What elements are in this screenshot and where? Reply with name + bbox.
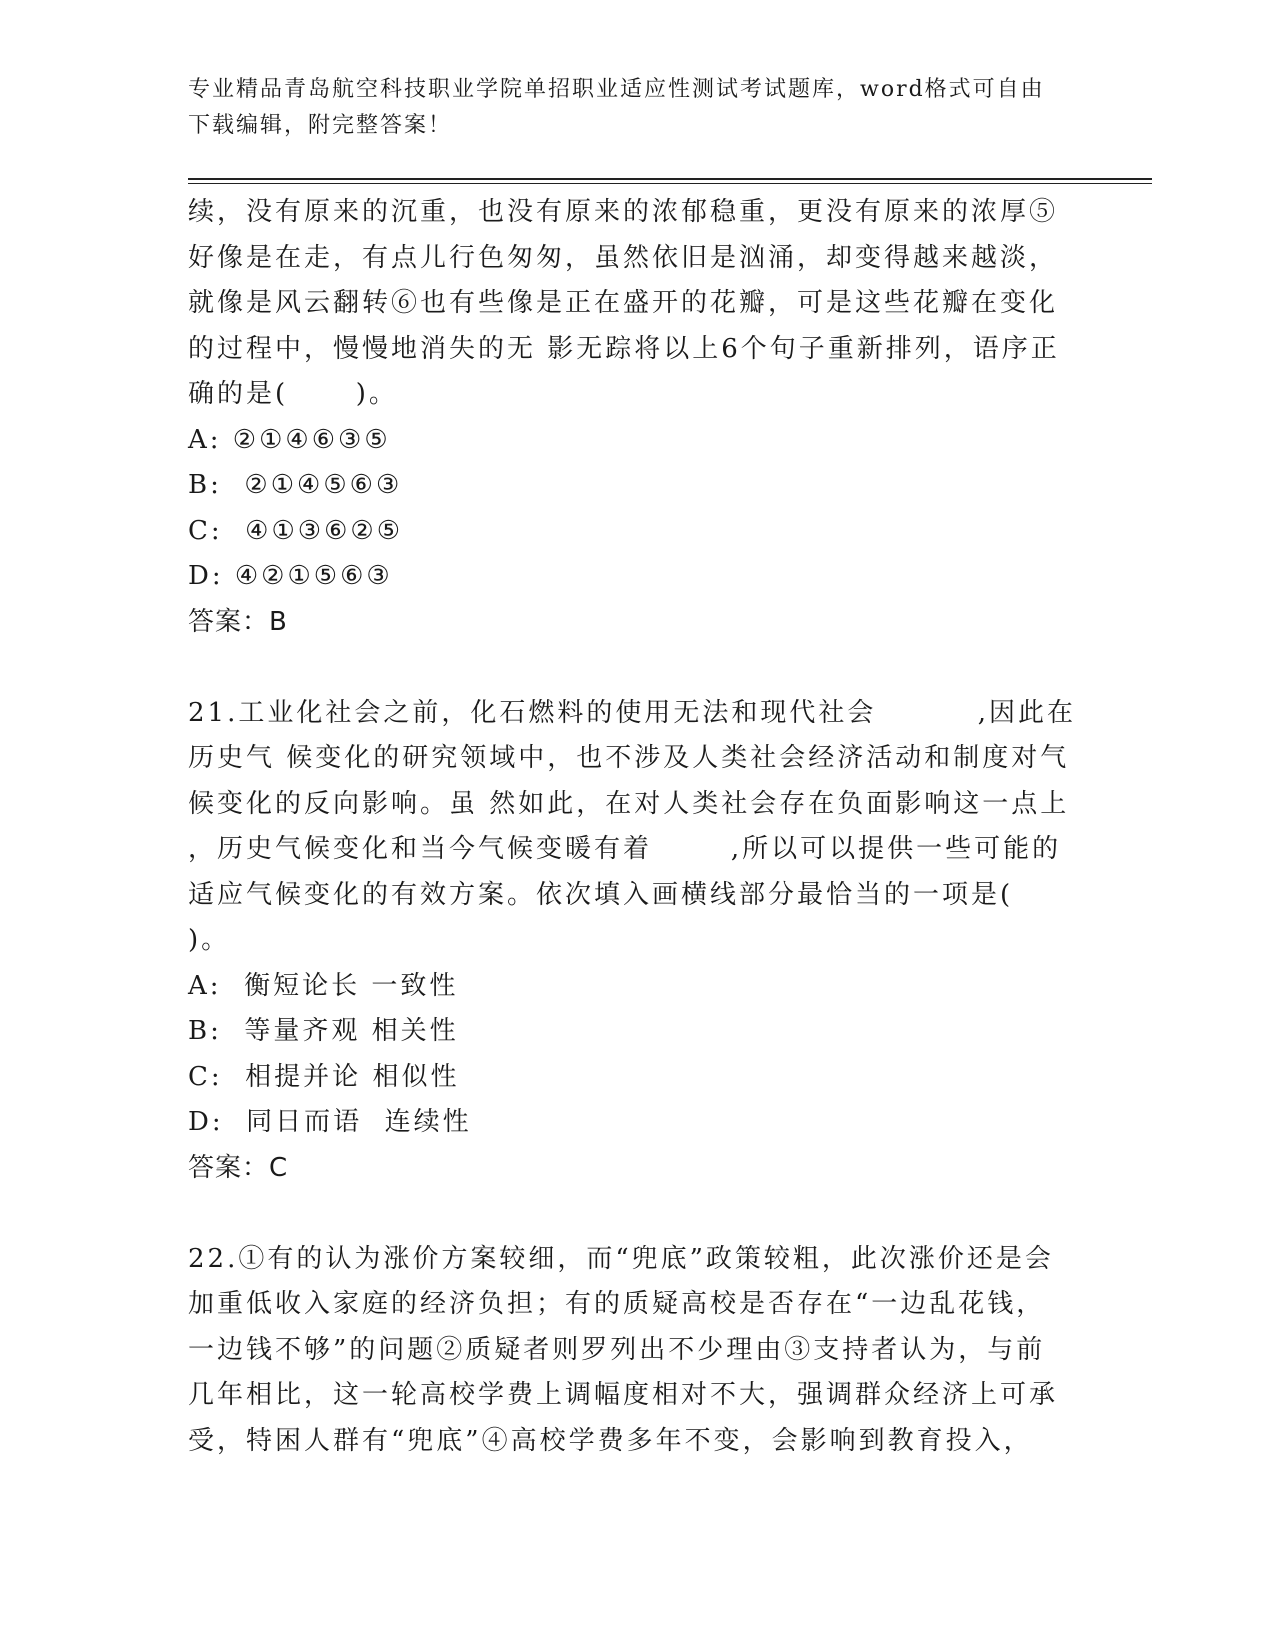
- option-c: C: ④①③⑥②⑤: [188, 515, 404, 546]
- option-b: B: 等量齐观 相关性: [188, 1016, 459, 1046]
- question-21: [188, 691, 1088, 1192]
- question-text-line: 历史气 候变化的研究领域中，也不涉及人类社会经济活动和制度对气: [188, 743, 1070, 773]
- header-line-2: 下载编辑，附完整答案！: [188, 113, 453, 138]
- question-text-line: 就像是风云翻转⑥也有些像是正在盛开的花瓣，可是这些花瓣在变化: [188, 288, 1059, 318]
- question-text-line: ，历史气候变化和当今气候变暖有着 ,所以可以提供一些可能的: [188, 834, 1062, 864]
- option-a: A: ②①④⑥③⑤: [188, 424, 391, 455]
- question-22: [188, 1237, 1088, 1465]
- header-rule-thin: [188, 183, 1152, 184]
- document-body: [188, 190, 1088, 1464]
- question-text-line: 确的是( )。: [188, 379, 398, 409]
- question-text-line: 受，特困人群有“兜底”④高校学费多年不变，会影响到教育投入，: [188, 1425, 1033, 1456]
- header-rule-thick: [188, 178, 1152, 180]
- option-a: A: 衡短论长 一致性: [188, 970, 459, 1001]
- question-text-line: 加重低收入家庭的经济负担；有的质疑高校是否存在“一边乱花钱，: [188, 1289, 1046, 1319]
- option-d: D: ④②①⑤⑥③: [188, 561, 393, 591]
- answer-line: 答案：C: [188, 1152, 289, 1183]
- question-text-line: 续，没有原来的沉重，也没有原来的浓郁稳重，更没有原来的浓厚⑤: [188, 197, 1059, 227]
- question-text-line: 几年相比，这一轮高校学费上调幅度相对不大，强调群众经济上可承: [188, 1380, 1059, 1410]
- question-text-line: )。: [188, 925, 231, 955]
- spacer: [188, 1191, 1088, 1237]
- question-20: [188, 190, 1088, 645]
- question-text-line: 的过程中，慢慢地消失的无 影无踪将以上6个句子重新排列，语序正: [188, 333, 1060, 364]
- header-line-1: 专业精品青岛航空科技职业学院单招职业适应性测试考试题库，word格式可自由: [188, 77, 1045, 102]
- question-text-line: 一边钱不够”的问题②质疑者则罗列出不少理由③支持者认为，与前: [188, 1334, 1046, 1365]
- question-text-line: 候变化的反向影响。虽 然如此，在对人类社会存在负面影响这一点上: [188, 788, 1070, 819]
- option-b: B: ②①④⑤⑥③: [188, 470, 403, 500]
- option-c: C: 相提并论 相似性: [188, 1061, 460, 1092]
- spacer: [188, 645, 1088, 691]
- question-text-line: 22.①有的认为涨价方案较细，而“兜底”政策较粗，此次涨价还是会: [188, 1243, 1054, 1274]
- question-text-line: 21.工业化社会之前，化石燃料的使用无法和现代社会 ,因此在: [188, 697, 1076, 728]
- question-text-line: 适应气候变化的有效方案。依次填入画横线部分最恰当的一项是(: [188, 879, 1014, 910]
- option-d: D: 同日而语 连续性: [188, 1107, 472, 1137]
- answer-line: 答案：B: [188, 606, 288, 637]
- page-header: [188, 72, 1068, 144]
- question-text-line: 好像是在走，有点儿行色匆匆，虽然依旧是汹涌，却变得越来越淡，: [188, 242, 1059, 273]
